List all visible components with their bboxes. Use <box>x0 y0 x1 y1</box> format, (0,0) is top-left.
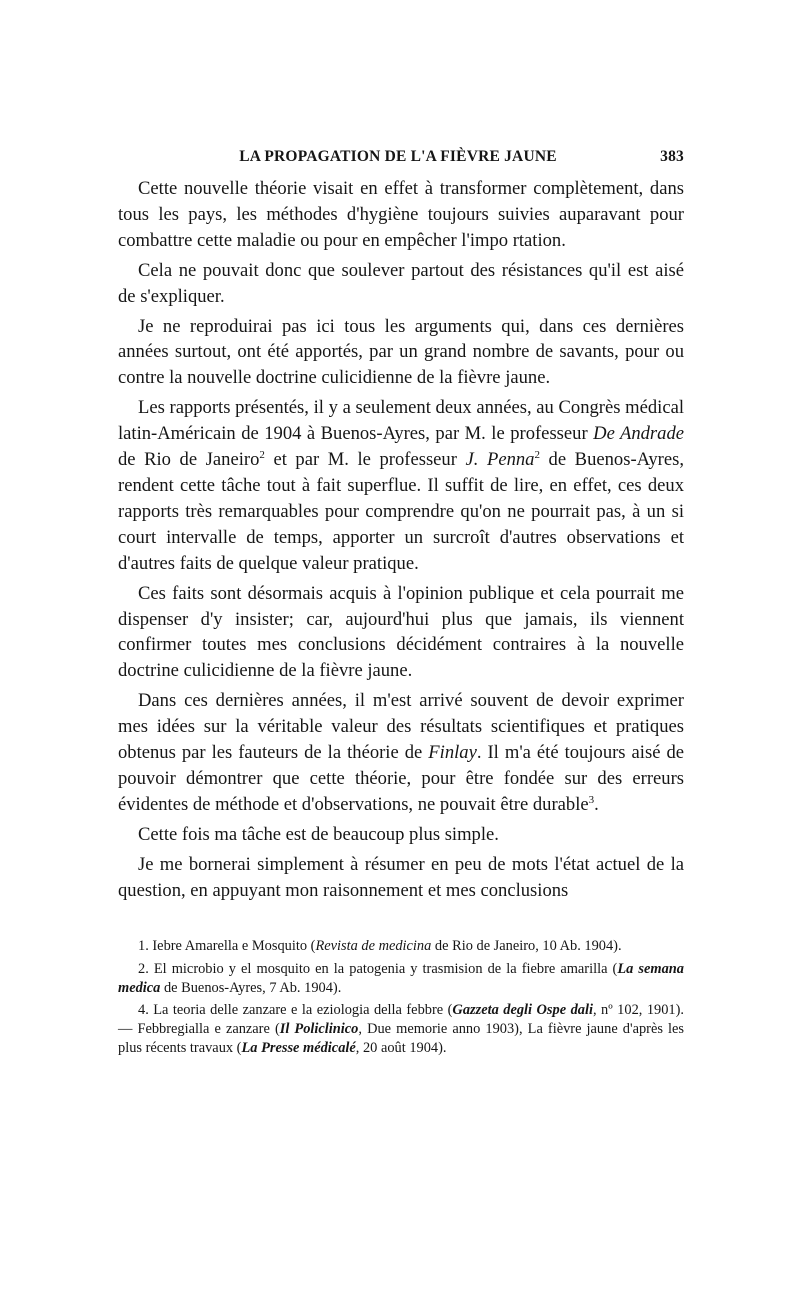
name-j-penna: J. Penna <box>465 449 535 471</box>
footnote-1 <box>118 937 684 956</box>
fn3-text-b: , nº 102, 1901). — Febbregialla e zanzare ( <box>118 1002 685 1038</box>
page <box>118 148 684 1062</box>
paragraph-4 <box>118 395 684 576</box>
footnote-ref-2b: 2 <box>534 448 540 461</box>
footnote-ref-2a: 2 <box>259 448 265 461</box>
p4-text-b: de Rio de Janeiro <box>118 449 260 471</box>
fn3-text-c: , Due memorie anno 1903), La fièvre jaune d'après les plus récents travaux ( <box>118 1021 685 1057</box>
fn3-journal-3: La Presse médicalé <box>241 1040 356 1057</box>
running-title: LA PROPAGATION DE L'A FIÈVRE JAUNE <box>239 148 557 165</box>
p4-text-a: Les rapports présentés, il y a seulement deux années, au Congrès médical latin-Américain de 1904 à Buenos-Ayres, par M. le professeur <box>118 397 684 445</box>
fn3-text-d: , 20 août 1904). <box>355 1040 447 1057</box>
fn3-journal-2: Il Policlinico <box>279 1021 359 1038</box>
p6-text-b: . Il m'a été toujours aisé de pouvoir démontrer que cette théorie, pour être fondée sur des erreurs évidentes de méthode et d'observations, ne pouvait être durable <box>118 742 685 815</box>
footnote-3 <box>118 1001 684 1059</box>
p6-text-a: Dans ces dernières années, il m'est arrivé souvent de devoir exprimer mes idées sur la véritable valeur des résultats scientifiques et pratiques obtenus par les fauteurs de la théorie de <box>118 690 684 764</box>
paragraph-3: Je ne reproduirai pas ici tous les arguments qui, dans ces dernières années surtout, ont été apportés, par un grand nombre de savants, pour ou contre la nouvelle doctrine culicidienne de la fièvre jaune. <box>118 315 684 389</box>
footnote-2 <box>118 960 684 998</box>
footnote-ref-3: 3 <box>588 793 595 806</box>
fn1-journal: Revista de medicina <box>315 938 432 955</box>
paragraph-8: Je me bornerai simplement à résumer en peu de mots l'état actuel de la question, en appuyant mon raisonnement et mes conclusions <box>118 853 684 901</box>
running-head <box>118 148 684 176</box>
paragraph-6 <box>118 688 684 818</box>
paragraph-5: Ces faits sont désormais acquis à l'opinion publique et cela pourrait me dispenser d'y insister; car, aujourd'hui plus que jamais, ils viennent confirmer toutes mes conclusions décidément contraires à la nouvelle doctrine culicidienne de la fièvre jaune. <box>118 582 684 682</box>
p4-text-c: et par M. le professeur <box>264 449 466 471</box>
name-de-andrade: De Andrade <box>593 423 685 445</box>
body-text <box>118 176 684 903</box>
fn2-journal: La semana medica <box>118 960 684 996</box>
page-number: 383 <box>660 148 684 165</box>
fn3-text-a: 4. La teoria delle zanzare e la eziologia della febbre ( <box>138 1002 453 1019</box>
p4-text-d: de Buenos-Ayres, rendent cette tâche tout à fait superflue. Il suffit de lire, en effet, ces deux rapports très remarquables pour comprendre qu'on ne pourrait pas, à un si court intervalle de temps, apporter un surcroît d'autres observations et d'autres faits de quelque valeur pratique. <box>118 449 684 574</box>
footnotes <box>118 937 684 1058</box>
paragraph-7: Cette fois ma tâche est de beaucoup plus simple. <box>138 823 499 845</box>
p6-text-c: . <box>594 793 599 815</box>
fn1-text-a: 1. Iebre Amarella e Mosquito ( <box>138 938 316 955</box>
fn2-text-b: de Buenos-Ayres, 7 Ab. 1904). <box>160 979 342 996</box>
fn3-journal-1: Gazzeta degli Ospe dali <box>452 1002 593 1019</box>
fn2-text-a: 2. El microbio y el mosquito en la patogenia y trasmision de la fiebre amarilla ( <box>138 960 618 977</box>
name-finlay: Finlay <box>428 742 477 764</box>
paragraph-2: Cela ne pouvait donc que soulever partout des résistances qu'il est aisé de s'expliquer. <box>118 259 684 307</box>
paragraph-1: Cette nouvelle théorie visait en effet à transformer complètement, dans tous les pays, les méthodes d'hygiène toujours suivies auparavant pour combattre cette maladie ou pour en empêcher l'impo rtation. <box>118 178 684 251</box>
fn1-text-b: de Rio de Janeiro, 10 Ab. 1904). <box>431 938 622 955</box>
